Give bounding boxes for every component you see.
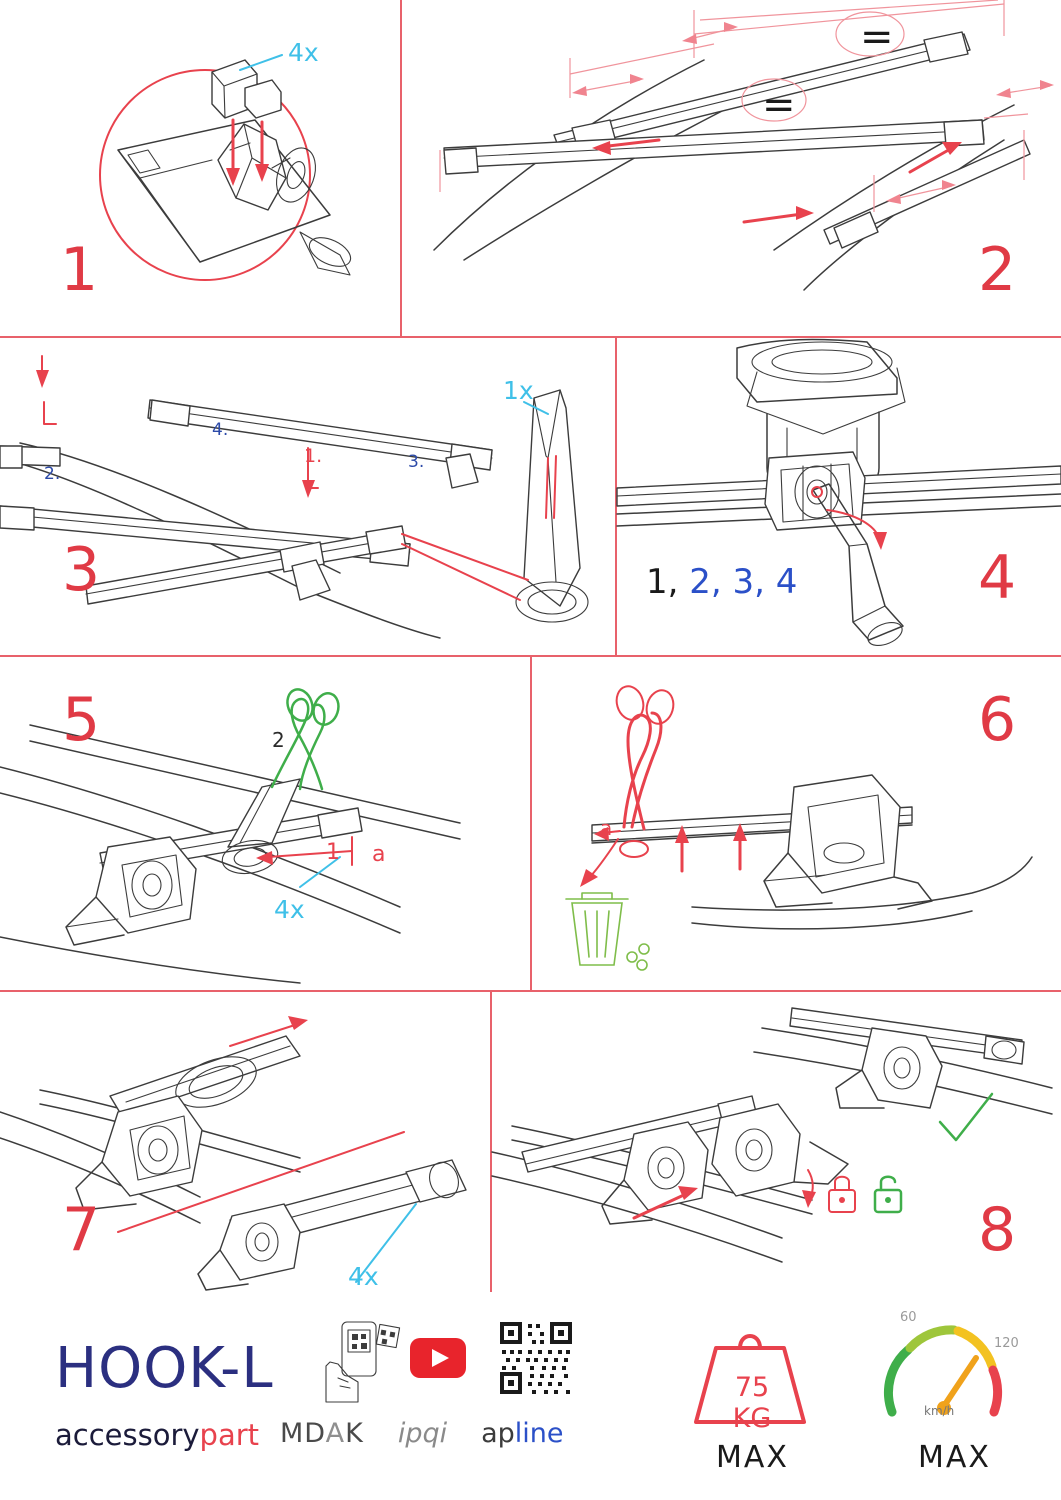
step-3-order-3: 3. [408, 452, 425, 472]
speed-max-label: MAX [918, 1440, 991, 1475]
step-5-label-a: a [372, 842, 386, 867]
step-number-7: 7 [62, 1195, 101, 1265]
step-6-label-a: a [600, 816, 613, 840]
check-icon [940, 1094, 992, 1140]
turn-arrow [802, 1170, 816, 1208]
equal-sign-1: = [860, 14, 894, 60]
clamp-lock [712, 1104, 848, 1196]
step-3-order-2: 2. [44, 464, 61, 484]
step-number-5: 5 [62, 685, 101, 755]
step-1-quantity-label: 4x [288, 38, 319, 67]
insert-arrow-2 [36, 356, 56, 424]
weight-value: 75 KG [732, 1372, 772, 1434]
rubber-strip-detail [516, 390, 588, 622]
company-logo [55, 1418, 259, 1452]
weight-max-label: MAX [716, 1440, 789, 1475]
leader-lines [402, 534, 528, 600]
company-name-part2: part [199, 1418, 260, 1452]
mdak-logo [280, 1418, 364, 1449]
step-5-label-1: 1 [326, 840, 340, 865]
lock-open-icon [875, 1177, 901, 1212]
step-5-label-2: 2 [272, 728, 285, 752]
mdak-accent: A [325, 1418, 346, 1449]
apline-prefix: ap [481, 1418, 515, 1449]
step-number-6: 6 [978, 685, 1017, 755]
mdak-prefix: MD [280, 1418, 326, 1449]
step-number-1: 1 [60, 235, 99, 305]
step-number-3: 3 [62, 535, 101, 605]
clamp-body [764, 775, 932, 909]
bar-feet [292, 454, 478, 600]
partner-logos [280, 1418, 564, 1449]
bar-foot [66, 837, 196, 945]
step-2-illustration [404, 0, 1061, 336]
tighten-sequence [646, 562, 797, 602]
youtube-icon[interactable] [410, 1338, 466, 1378]
product-name: HOOK-L [55, 1336, 274, 1401]
bar-foot-upper [76, 1096, 202, 1210]
speed-tick-120: 120 [994, 1336, 1019, 1351]
speed-unit: km/h [924, 1404, 955, 1418]
speed-tick-60: 60 [900, 1310, 917, 1325]
sequence-1: 1, [646, 562, 679, 602]
step-7-quantity-label: 4x [348, 1262, 379, 1291]
company-name-part1: accessory [55, 1418, 200, 1452]
discard-path [580, 839, 648, 887]
car-roof [0, 767, 400, 983]
step-3-order-1: 1. [304, 445, 323, 467]
step-number-8: 8 [978, 1195, 1017, 1265]
scissors-icon [613, 683, 677, 829]
qr-code-icon [498, 1320, 574, 1396]
crossbar-upper [110, 1016, 308, 1117]
step-5-quantity-label: 4x [274, 895, 305, 924]
step-number-4: 4 [978, 543, 1017, 613]
apline-accent: line [514, 1418, 564, 1449]
trash-bin-icon [566, 893, 649, 970]
step-number-2: 2 [978, 235, 1017, 305]
apline-logo [481, 1418, 563, 1449]
step-3-order-4: 4. [212, 420, 229, 440]
sequence-2: 2, [689, 562, 722, 602]
rear-crossbar-lower [824, 140, 1030, 248]
phone-qr-scan-icon [318, 1320, 402, 1406]
step-8-illustration [492, 992, 1061, 1292]
sequence-4: 4 [775, 562, 798, 602]
clamp-right [836, 1028, 942, 1108]
ipqi-logo: ipqi [397, 1418, 448, 1449]
equal-sign-2: = [762, 82, 796, 128]
bar-foot-lower [198, 1204, 300, 1290]
mdak-suffix: K [345, 1418, 364, 1449]
step-3-quantity-label: 1x [503, 376, 534, 405]
divider-step1-step2 [400, 0, 402, 336]
sequence-3: 3, [732, 562, 765, 602]
lock-closed-icon [829, 1177, 855, 1212]
